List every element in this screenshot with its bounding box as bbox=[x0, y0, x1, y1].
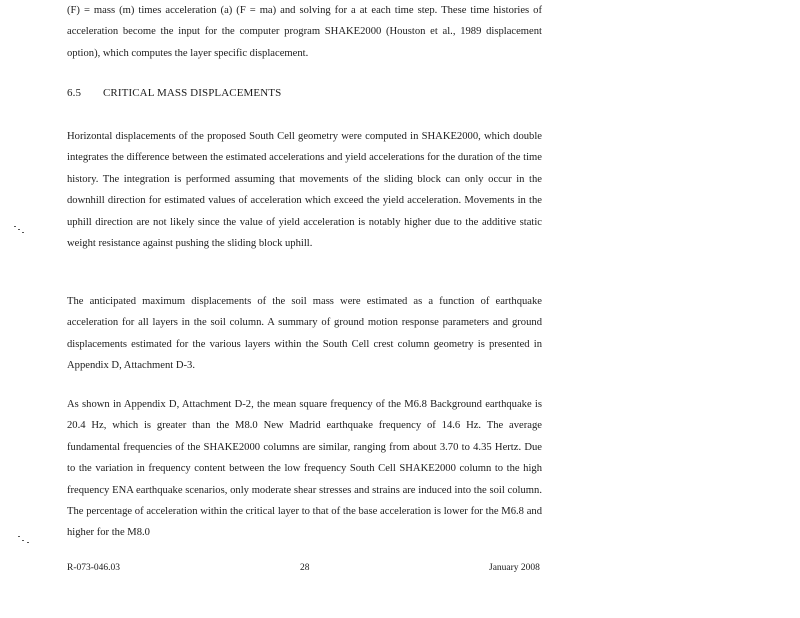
paragraph-anticipated: The anticipated maximum displacements of the soil mass were estimated as a function of earthquake acceleration for all layers in the soil column. A summary of ground motion response parameters and ground displacements estimated for the various layers within the South Cell crest column geometry is presented in Appendix D, Attachment D-3. bbox=[67, 296, 542, 372]
paragraph-frequency: As shown in Appendix D, Attachment D-2, the mean square frequency of the M6.8 Background earthquake is 20.4 Hz, which is greater than the M8.0 New Madrid earthquake frequency of 14.6 Hz. The average fundamental frequencies of the SHAKE2000 columns are similar, ranging from about 3.70 to 4.35 Hertz. Due to the variation in frequency content between the low frequency South Cell SHAKE2000 column to the high frequency ENA earthquake scenarios, only moderate shear stresses and strains are induced into the soil column. The percentage of acceleration within the critical layer to that of the base acceleration is lower for the M6.8 and higher for the M8.0 bbox=[67, 399, 542, 539]
paragraph-displacements: Horizontal displacements of the proposed South Cell geometry were computed in SHAKE2000, which double integrates the difference between the estimated accelerations and yield accelerations for the duration of the time history. The integration is performed assuming that movements of the sliding block can only occur in the downhill direction for estimated values of acceleration which exceed the yield acceleration. Movements in the uphill direction are not likely since the value of yield acceleration is notably higher due to the additive static weight resistance against pushing the sliding block uphill. bbox=[67, 131, 542, 250]
section-number: 6.5 bbox=[67, 87, 82, 99]
section-title: CRITICAL MASS DISPLACEMENTS bbox=[103, 87, 282, 99]
footer-page-number: 28 bbox=[300, 563, 310, 573]
footer-doc-id: R-073-046.03 bbox=[67, 563, 121, 573]
scan-speck bbox=[18, 536, 32, 544]
intro-paragraph: (F) = mass (m) times acceleration (a) (F = ma) and solving for a at each time step. These time histories of acceleration become the input for the computer program SHAKE2000 (Houston et al., 1989 displacement option), which computes the layer specific displacement. bbox=[67, 5, 542, 59]
scan-speck bbox=[14, 226, 28, 234]
footer-date: January 2008 bbox=[489, 563, 540, 573]
section-heading bbox=[67, 87, 281, 99]
